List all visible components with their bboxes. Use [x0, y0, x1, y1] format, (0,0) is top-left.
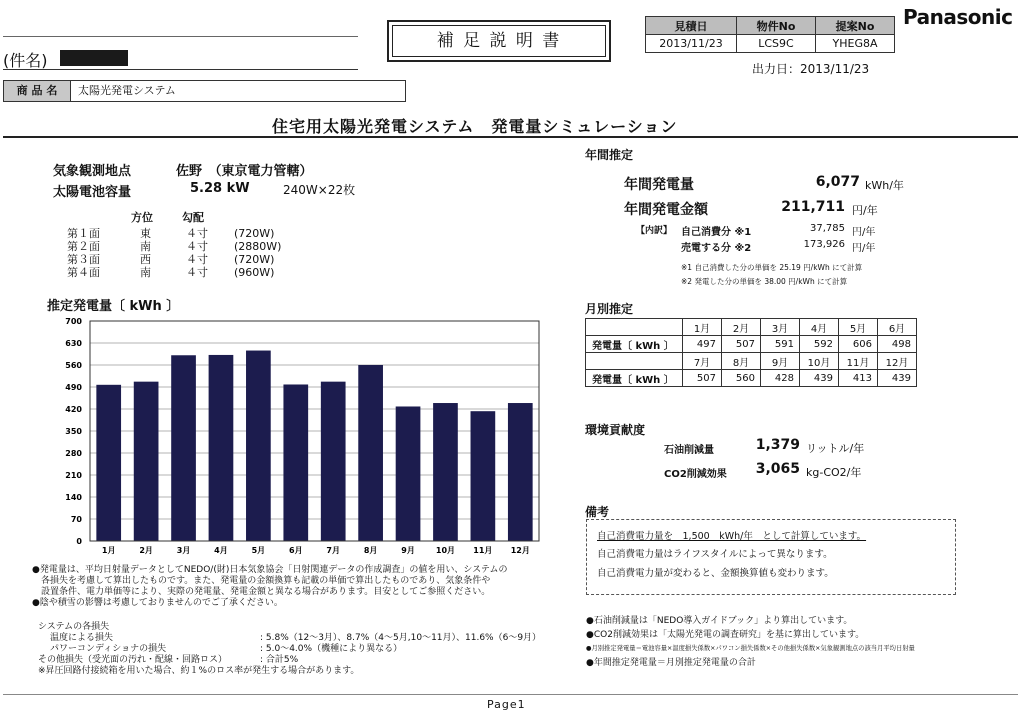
loss-label: その他損失（受光面の汚れ・配線・回路ロス）: [38, 655, 228, 665]
month-value: 560: [722, 370, 761, 387]
chart-x-tick-label: 12月: [510, 546, 530, 555]
chart-bar: [171, 355, 196, 541]
face-row: [67, 266, 281, 279]
project-label: (件名): [3, 51, 48, 70]
oil-value: 1,379: [755, 437, 800, 453]
chart-y-tick-label: 280: [65, 449, 82, 458]
losses-title: システムの各損失: [38, 622, 110, 632]
chart-bar: [134, 382, 159, 541]
month-header: 9月: [761, 353, 800, 370]
doc-title: 補 足 説 明 書: [392, 25, 606, 57]
face-slope: ４寸: [186, 266, 208, 279]
monthly-table: [585, 318, 917, 387]
face-slope: ４寸: [186, 240, 208, 253]
month-value: 497: [683, 336, 722, 353]
face-watt: (960W): [234, 266, 275, 279]
losses-block: [38, 622, 598, 677]
annual-gen-value: 6,077: [815, 174, 860, 190]
chart-y-tick-label: 420: [65, 405, 82, 414]
month-header: 6月: [878, 319, 917, 336]
chart-x-tick-label: 7月: [326, 546, 340, 555]
annual-section-title: 年間推定: [585, 148, 634, 162]
capacity-detail: 240W×22枚: [283, 183, 356, 197]
left-note-line: 各損失を考慮して算出したものです。また、発電量の金額換算も記載の単価で算出したものであり、気象条件や: [32, 576, 491, 586]
chart-y-tick-label: 350: [65, 427, 82, 436]
month-header: 2月: [722, 319, 761, 336]
oil-label: 石油削減量: [664, 445, 714, 456]
face-dir: 南: [140, 266, 151, 279]
product-label: 商 品 名: [4, 81, 71, 101]
sell-label: 売電する分 ※2: [681, 243, 752, 254]
annual-gen-unit: kWh/年: [865, 179, 904, 192]
face-row: [67, 227, 281, 240]
col-direction: 方位: [131, 211, 153, 224]
month-header: 5月: [839, 319, 878, 336]
annual-amount-unit: 円/年: [852, 204, 878, 217]
chart-x-tick-label: 9月: [401, 546, 415, 555]
chart-bar: [358, 365, 383, 541]
sell-value: 173,926: [803, 239, 845, 250]
right-notes: [586, 614, 915, 670]
left-notes: [32, 565, 507, 609]
chart-title: 推定発電量〔 kWh 〕: [47, 299, 180, 314]
loss-value: : 合計5%: [260, 655, 299, 665]
month-header: 4月: [800, 319, 839, 336]
chart-y-tick-label: 560: [65, 361, 82, 370]
face-dir: 南: [140, 240, 151, 253]
chart-bar: [471, 411, 496, 541]
face-slope: ４寸: [186, 227, 208, 240]
location-label: 気象観測地点: [53, 164, 132, 179]
face-row: [67, 240, 281, 253]
redacted-project-name: [60, 50, 128, 66]
header-col-date: 見積日: [646, 17, 737, 35]
chart-x-tick-label: 10月: [435, 546, 456, 555]
chart-bar: [508, 403, 533, 541]
face-watt: (720W): [234, 227, 275, 240]
left-note-line: ●発電量は、平均日射量データとしてNEDO/(財)日本気象協会「日射関連データの作成調査」の値を用い、システムの: [32, 565, 508, 575]
sell-unit: 円/年: [852, 243, 876, 254]
face-dir: 東: [140, 227, 151, 240]
face-watt: (720W): [234, 253, 275, 266]
capacity-label: 太陽電池容量: [53, 185, 132, 200]
chart-y-tick-label: 630: [65, 339, 82, 348]
chart-x-tick-label: 1月: [101, 546, 116, 555]
header-col-property: 物件No: [737, 17, 816, 35]
project-underline: [3, 69, 358, 70]
monthly-row-label: 発電量〔 kWh 〕: [586, 336, 683, 353]
face-name: 第２面: [67, 240, 100, 253]
month-header: 8月: [722, 353, 761, 370]
page-number: Page1: [487, 698, 526, 711]
right-note-line: ●月別推定発電量＝電池容量×温度損失係数×パワコン損失係数×その他損失係数×気象観測地点の該当月平均日射量: [586, 645, 915, 652]
face-name: 第１面: [67, 227, 100, 240]
month-value: 428: [761, 370, 800, 387]
left-note-line: ●陰や積雪の影響は考慮しておりませんのでご了承ください。: [32, 598, 283, 608]
chart-x-tick-label: 5月: [251, 546, 266, 555]
loss-label: パワーコンディショナの損失: [50, 644, 167, 654]
loss-value: : 5.8%（12～3月）、8.7%（4～5月,10～11月）、11.6%（6～9月）: [260, 633, 542, 643]
co2-unit: kg-CO2/年: [806, 466, 862, 479]
month-value: 439: [878, 370, 917, 387]
remarks-box: [586, 519, 956, 595]
left-note-line: 設置条件、電力単価等により、実際の発電量、発電金額と異なる場合があります。目安としてご参照ください。: [32, 587, 491, 597]
face-name: 第４面: [67, 266, 100, 279]
main-title: 住宅用太陽光発電システム 発電量シミュレーション: [272, 117, 678, 136]
remark-line: 自己消費電力量を 1,500 kWh/年 として計算しています。: [597, 531, 867, 542]
chart-x-tick-label: 6月: [289, 546, 303, 555]
month-value: 507: [683, 370, 722, 387]
brand-logo: Panasonic: [903, 5, 1013, 29]
month-value: 606: [839, 336, 878, 353]
breakdown-label: 【内訳】: [636, 226, 673, 236]
co2-label: CO2削減効果: [664, 469, 727, 480]
chart-bar: [321, 382, 346, 541]
self-consumption-label: 自己消費分 ※1: [681, 227, 752, 238]
product-row: [3, 80, 406, 102]
remark-line: 自己消費電力量はライフスタイルによって異なります。: [597, 549, 833, 560]
chart-x-tick-label: 8月: [363, 546, 378, 555]
header-date-value: 2013/11/23: [646, 35, 737, 53]
title-rule: [3, 136, 1018, 138]
month-header: 10月: [800, 353, 839, 370]
footer-rule: [3, 694, 1018, 695]
remark-line: 自己消費電力量が変わると、金額換算値も変わります。: [597, 568, 834, 579]
monthly-row-label: 発電量〔 kWh 〕: [586, 370, 683, 387]
output-date: 出力日：2013/11/23: [752, 62, 870, 76]
monthly-corner: [586, 353, 683, 370]
capacity-value: 5.28 kW: [190, 181, 250, 196]
monthly-section-title: 月別推定: [585, 302, 634, 316]
chart-y-tick-label: 70: [70, 515, 82, 524]
chart-x-tick-label: 2月: [139, 546, 153, 555]
month-value: 592: [800, 336, 839, 353]
chart-x-tick-label: 4月: [214, 546, 228, 555]
chart-y-tick-label: 700: [65, 317, 82, 326]
face-slope: ４寸: [186, 253, 208, 266]
monthly-generation-chart: [40, 315, 530, 560]
face-name: 第３面: [67, 253, 100, 266]
annual-amount-label: 年間発電金額: [624, 202, 708, 218]
env-section-title: 環境貢献度: [585, 423, 646, 437]
chart-y-tick-labels: [65, 317, 82, 546]
chart-x-tick-label: 3月: [176, 546, 191, 555]
product-name: 太陽光発電システム: [78, 84, 176, 97]
face-watt: (2880W): [234, 240, 282, 253]
remarks-section-title: 備考: [585, 505, 610, 519]
monthly-corner: [586, 319, 683, 336]
col-slope: 勾配: [182, 211, 204, 224]
month-header: 12月: [878, 353, 917, 370]
chart-bar: [209, 355, 234, 541]
co2-value: 3,065: [755, 461, 800, 477]
annual-note-1: ※1 自己消費した分の単価を 25.19 円/kWh にて計算: [681, 263, 863, 272]
header-line: [3, 36, 358, 37]
annual-note-2: ※2 発電した分の単価を 38.00 円/kWh にて計算: [681, 277, 848, 286]
faces-list: [67, 227, 281, 279]
loss-label: 温度による損失: [50, 633, 114, 643]
header-col-proposal: 提案No: [816, 17, 895, 35]
chart-y-tick-label: 140: [65, 493, 82, 502]
annual-gen-label: 年間発電量: [624, 177, 694, 193]
month-value: 439: [800, 370, 839, 387]
location-value: 佐野 （東京電力管轄）: [176, 164, 313, 179]
right-note-line: ●石油削減量は「NEDO導入ガイドブック」より算出しています。: [586, 616, 853, 626]
chart-x-tick-label: 11月: [473, 546, 493, 555]
right-note-line: ●年間推定発電量＝月別推定発電量の合計: [586, 658, 756, 668]
month-header: 1月: [683, 319, 722, 336]
right-note-line: ●CO2削減効果は「太陽光発電の調査研究」を基に算出しています。: [586, 630, 865, 640]
face-dir: 西: [140, 253, 151, 266]
loss-value: : 5.0～4.0%（機種により異なる）: [260, 644, 403, 654]
month-value: 498: [878, 336, 917, 353]
chart-bar: [96, 385, 121, 541]
face-row: [67, 253, 281, 266]
chart-y-tick-label: 210: [65, 471, 82, 480]
month-header: 3月: [761, 319, 800, 336]
header-table: [645, 16, 895, 53]
chart-bars: [96, 351, 532, 541]
chart-bar: [246, 351, 271, 541]
oil-unit: リットル/年: [806, 442, 865, 455]
chart-bar: [433, 403, 458, 541]
month-value: 413: [839, 370, 878, 387]
month-value: 507: [722, 336, 761, 353]
month-value: 591: [761, 336, 800, 353]
annual-amount-value: 211,711: [781, 199, 845, 215]
self-consumption-unit: 円/年: [852, 227, 876, 238]
chart-bar: [283, 384, 308, 541]
doc-title-box: [387, 20, 611, 62]
losses-footnote: ※昇圧回路付接続箱を用いた場合、約１%のロス率が発生する場合があります。: [38, 666, 360, 676]
month-header: 11月: [839, 353, 878, 370]
month-header: 7月: [683, 353, 722, 370]
chart-x-tick-labels: [102, 546, 530, 555]
self-consumption-value: 37,785: [810, 223, 845, 234]
chart-bar: [396, 406, 421, 541]
header-proposal-value: YHEG8A: [816, 35, 895, 53]
header-property-value: LCS9C: [737, 35, 816, 53]
chart-y-tick-label: 0: [76, 537, 82, 546]
chart-y-tick-label: 490: [65, 383, 82, 392]
